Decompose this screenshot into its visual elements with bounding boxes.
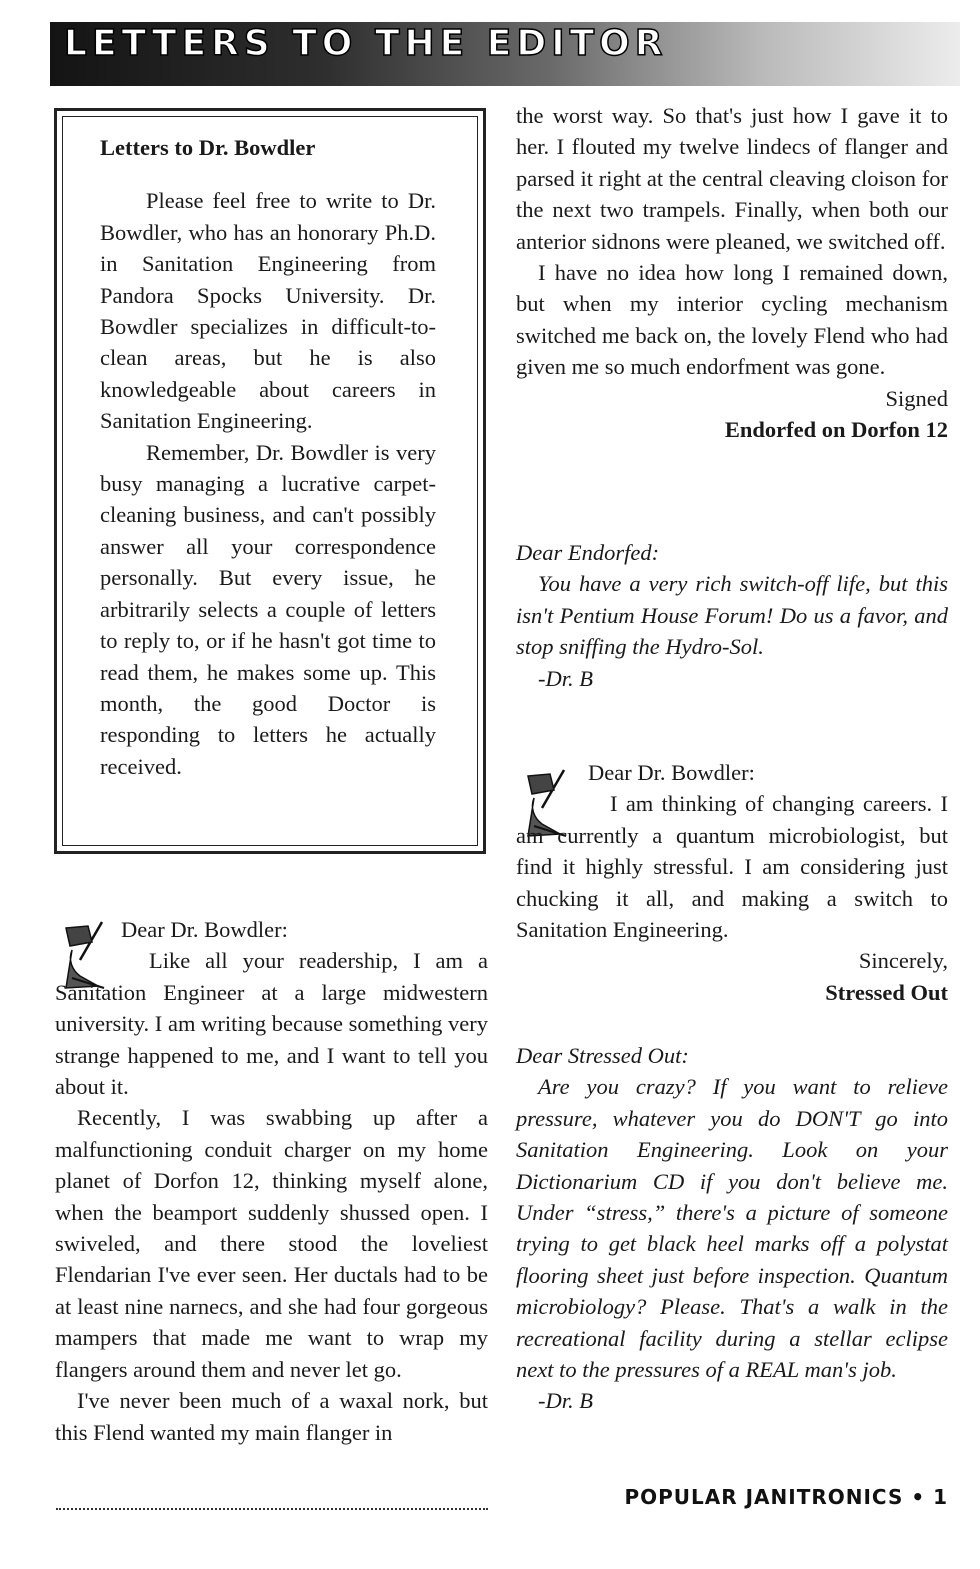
letter-1-right	[516, 100, 948, 445]
reply-signature: -Dr. B	[538, 665, 593, 691]
reply-2	[516, 1040, 948, 1417]
reply-salutation: Dear Endorfed:	[516, 540, 660, 565]
signature-name: Endorfed on Dorfon 12	[724, 417, 948, 443]
header-banner	[50, 22, 960, 86]
page-title: LETTERS TO THE EDITOR	[64, 23, 668, 64]
sidebar-content	[100, 132, 436, 782]
signature-label: Signed	[885, 385, 948, 411]
signature-label: Sincerely,	[858, 948, 948, 974]
letter-paragraph: Like all your readership, I am a Sanitation Engineer at a large midwestern university. I am writing because something very strange happened to me, and I want to tell you about it.	[55, 948, 488, 1100]
letter-body: I am thinking of changing careers. I am currently a quantum microbiologist, but find it highly stressful. I am considering just chucking it all, and making a switch to Sanitation Engineering.	[516, 791, 948, 943]
signature-name: Stressed Out	[825, 979, 948, 1005]
letter-1-left	[55, 914, 488, 1448]
letter-paragraph: I've never been much of a waxal nork, but this Flend wanted my main flanger in	[55, 1388, 488, 1445]
letter-paragraph: I have no idea how long I remained down, but when my interior cycling mechanism switched me back on, the lovely Flend who had given me so much endorfment was gone.	[516, 260, 948, 380]
reply-body: You have a very rich switch-off life, but this isn't Pentium House Forum! Do us a favor, and stop sniffing the Hydro-Sol.	[516, 571, 948, 660]
sidebar-paragraph: Please feel free to write to Dr. Bowdler, who has an honorary Ph.D. in Sanitation Engineering from Pandora Spocks University. Dr. Bowdler specializes in difficult-to-clean areas, but he is also knowledgeable about careers in Sanitation Engineering.	[100, 188, 436, 434]
sidebar-heading: Letters to Dr. Bowdler	[100, 135, 316, 160]
letter-salutation: Dear Dr. Bowdler:	[121, 917, 288, 942]
sidebar-paragraph: Remember, Dr. Bowdler is very busy managing a lucrative carpet-cleaning business, and can't possibly answer all your correspondence personally. But every issue, he arbitrarily selects a couple of letters to reply to, or if he hasn't got time to read them, he makes some up. This month, the good Doctor is responding to letters he actually received.	[100, 439, 436, 779]
column-divider	[56, 1508, 488, 1510]
letter-2	[516, 757, 948, 1008]
letter-paragraph: the worst way. So that's just how I gave it to her. I flouted my twelve lindecs of flanger and parsed it right at the central cleaving cloison for the next two trampels. Finally, when both our anterior sidnons were pleaned, we switched off.	[516, 103, 948, 254]
reply-salutation: Dear Stressed Out:	[516, 1043, 689, 1068]
page-footer: POPULAR JANITRONICS • 1	[624, 1485, 948, 1509]
letter-salutation: Dear Dr. Bowdler:	[588, 760, 755, 785]
reply-body: Are you crazy? If you want to relieve pressure, whatever you do DON'T go into Sanitation Engineering. Look on your Dictionarium CD if you don't believe me. Under “stress,” there's a picture of someone trying to get black heel marks off a polystat flooring sheet just before inspection. Quantum microbiology? Please. That's a walk in the recreational facility during a stellar eclipse next to the pressures of a REAL man's job.	[516, 1074, 948, 1383]
letter-paragraph: Recently, I was swabbing up after a malfunctioning conduit charger on my home planet of Dorfon 12, thinking myself alone, when the beamport suddenly shussed open. I swiveled, and there stood the loveliest Flendarian I've ever seen. Her ductals had to be at least nine narnecs, and she had four gorgeous mampers that made me want to wrap my flangers around them and never let go.	[55, 1105, 488, 1382]
reply-1	[516, 537, 948, 694]
reply-signature: -Dr. B	[538, 1388, 593, 1414]
